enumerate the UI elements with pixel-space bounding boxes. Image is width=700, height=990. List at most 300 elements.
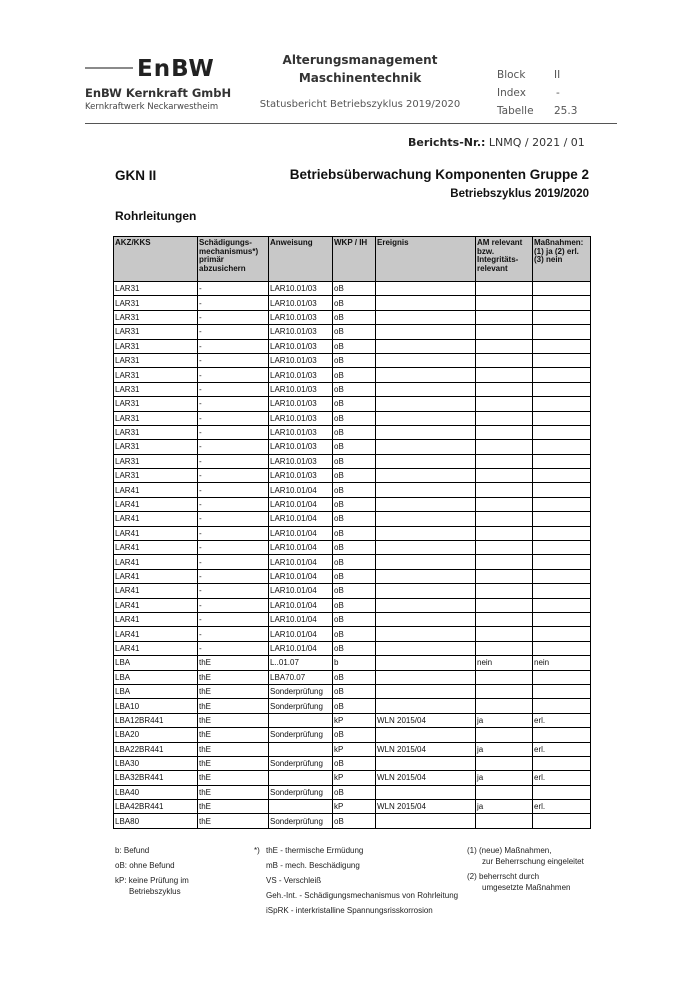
col-header-am-relevant: AM relevant bzw. Integritäts-relevant	[476, 237, 533, 282]
cell-ereignis	[376, 598, 476, 612]
col-header-ereignis: Ereignis	[376, 237, 476, 282]
cell-massnahmen	[533, 411, 591, 425]
cell-mechanism: -	[198, 382, 269, 396]
cell-mechanism: -	[198, 497, 269, 511]
cell-ereignis: WLN 2015/04	[376, 713, 476, 727]
cell-mechanism: -	[198, 440, 269, 454]
cell-am-relevant: nein	[476, 656, 533, 670]
legend-mechanisms	[266, 845, 458, 916]
cell-wkp: oB	[333, 497, 376, 511]
legend-m1: (1) (neue) Maßnahmen,	[467, 846, 552, 855]
component-table	[113, 236, 591, 829]
col-header-anweisung: Anweisung	[269, 237, 333, 282]
table-row	[114, 353, 591, 367]
table-row	[114, 411, 591, 425]
cell-wkp: kP	[333, 800, 376, 814]
legend-measures	[467, 845, 584, 893]
header-rule	[85, 123, 617, 124]
cell-akz: LAR41	[114, 497, 198, 511]
table-row	[114, 627, 591, 641]
cell-massnahmen	[533, 382, 591, 396]
cell-akz: LAR41	[114, 641, 198, 655]
cell-am-relevant: ja	[476, 771, 533, 785]
cell-massnahmen	[533, 512, 591, 526]
cell-am-relevant	[476, 353, 533, 367]
cell-akz: LAR31	[114, 353, 198, 367]
cell-anweisung: Sonderprüfung	[269, 785, 333, 799]
cell-ereignis	[376, 425, 476, 439]
cell-akz: LAR41	[114, 569, 198, 583]
cell-am-relevant: ja	[476, 713, 533, 727]
cell-anweisung: LAR10.01/04	[269, 569, 333, 583]
cell-mechanism: -	[198, 612, 269, 626]
cell-anweisung: LBA70.07	[269, 670, 333, 684]
cell-akz: LAR31	[114, 382, 198, 396]
cell-anweisung: LAR10.01/03	[269, 368, 333, 382]
col-header-wkp: WKP / IH	[333, 237, 376, 282]
cell-akz: LAR31	[114, 454, 198, 468]
cell-mechanism: -	[198, 584, 269, 598]
legend-b: b: Befund	[115, 846, 150, 855]
cell-anweisung: LAR10.01/04	[269, 598, 333, 612]
cell-am-relevant	[476, 382, 533, 396]
cell-anweisung: L..01.07	[269, 656, 333, 670]
cell-anweisung: LAR10.01/03	[269, 282, 333, 296]
cell-massnahmen	[533, 353, 591, 367]
table-row	[114, 454, 591, 468]
cell-akz: LBA	[114, 656, 198, 670]
cell-massnahmen	[533, 699, 591, 713]
cell-akz: LBA10	[114, 699, 198, 713]
cell-ereignis	[376, 569, 476, 583]
cell-wkp: oB	[333, 411, 376, 425]
cell-wkp: oB	[333, 684, 376, 698]
cell-anweisung: LAR10.01/03	[269, 397, 333, 411]
cell-ereignis	[376, 699, 476, 713]
cell-am-relevant	[476, 368, 533, 382]
cell-akz: LBA42BR441	[114, 800, 198, 814]
legend-geh: Geh.-Int. - Schädigungsmechanismus von Rohrleitung	[266, 891, 459, 900]
cell-wkp: oB	[333, 670, 376, 684]
report-number-label: Berichts-Nr.:	[408, 136, 486, 149]
cell-ereignis	[376, 296, 476, 310]
cell-mechanism: -	[198, 512, 269, 526]
table-row	[114, 598, 591, 612]
cell-am-relevant	[476, 397, 533, 411]
cell-mechanism: -	[198, 325, 269, 339]
cell-massnahmen	[533, 440, 591, 454]
table-row	[114, 382, 591, 396]
cell-wkp: oB	[333, 339, 376, 353]
cell-wkp: oB	[333, 785, 376, 799]
tabelle-label: Tabelle	[497, 105, 534, 117]
cell-ereignis	[376, 282, 476, 296]
cell-massnahmen: nein	[533, 656, 591, 670]
cell-am-relevant	[476, 325, 533, 339]
cell-wkp: oB	[333, 382, 376, 396]
col-header-mechanism: Schädigungs-mechanismus*) primär abzusichern	[198, 237, 269, 282]
table-row	[114, 656, 591, 670]
table-row	[114, 497, 591, 511]
cell-akz: LAR41	[114, 483, 198, 497]
cell-wkp: oB	[333, 756, 376, 770]
cell-massnahmen	[533, 454, 591, 468]
cell-wkp: oB	[333, 483, 376, 497]
cell-massnahmen	[533, 483, 591, 497]
cell-anweisung: LAR10.01/04	[269, 497, 333, 511]
cell-anweisung: LAR10.01/03	[269, 440, 333, 454]
cell-anweisung: Sonderprüfung	[269, 699, 333, 713]
cell-akz: LAR31	[114, 339, 198, 353]
cell-massnahmen	[533, 368, 591, 382]
cell-ereignis	[376, 310, 476, 324]
cell-mechanism: -	[198, 425, 269, 439]
cell-mechanism: thE	[198, 814, 269, 828]
cell-massnahmen	[533, 814, 591, 828]
col-header-massnahmen: Maßnahmen: (1) ja (2) erl. (3) nein	[533, 237, 591, 282]
table-row	[114, 440, 591, 454]
cell-am-relevant	[476, 483, 533, 497]
cell-akz: LAR41	[114, 526, 198, 540]
cell-massnahmen	[533, 282, 591, 296]
cell-ereignis	[376, 526, 476, 540]
table-body	[114, 282, 591, 829]
cell-akz: LAR31	[114, 425, 198, 439]
cell-wkp: kP	[333, 771, 376, 785]
cell-wkp: oB	[333, 296, 376, 310]
cell-anweisung	[269, 771, 333, 785]
legend-status	[115, 845, 189, 897]
cell-am-relevant	[476, 612, 533, 626]
cell-mechanism: -	[198, 555, 269, 569]
cell-ereignis	[376, 555, 476, 569]
cell-ereignis	[376, 397, 476, 411]
cell-massnahmen: erl.	[533, 742, 591, 756]
cell-anweisung: LAR10.01/04	[269, 526, 333, 540]
cell-am-relevant	[476, 282, 533, 296]
cell-anweisung: LAR10.01/04	[269, 584, 333, 598]
cell-wkp: oB	[333, 541, 376, 555]
cell-anweisung: LAR10.01/04	[269, 555, 333, 569]
cell-anweisung: LAR10.01/03	[269, 310, 333, 324]
cell-ereignis	[376, 454, 476, 468]
table-row	[114, 641, 591, 655]
cell-anweisung: LAR10.01/03	[269, 353, 333, 367]
cell-ereignis	[376, 584, 476, 598]
legend-m2: (2) beherrscht durch	[467, 872, 540, 881]
cell-wkp: oB	[333, 368, 376, 382]
plant-unit: GKN II	[115, 168, 157, 183]
cell-am-relevant	[476, 641, 533, 655]
cell-ereignis	[376, 497, 476, 511]
cell-wkp: b	[333, 656, 376, 670]
cell-mechanism: -	[198, 483, 269, 497]
cell-wkp: oB	[333, 699, 376, 713]
cell-massnahmen	[533, 339, 591, 353]
table-row	[114, 526, 591, 540]
cell-akz: LBA30	[114, 756, 198, 770]
cell-wkp: oB	[333, 469, 376, 483]
cell-am-relevant	[476, 296, 533, 310]
cell-wkp: oB	[333, 641, 376, 655]
doc-subtitle: Betriebszyklus 2019/2020	[450, 188, 589, 200]
cell-ereignis	[376, 411, 476, 425]
cell-anweisung: LAR10.01/03	[269, 454, 333, 468]
cell-massnahmen	[533, 555, 591, 569]
table-row	[114, 785, 591, 799]
table-row	[114, 425, 591, 439]
table-row	[114, 310, 591, 324]
cell-mechanism: thE	[198, 670, 269, 684]
cell-anweisung: LAR10.01/03	[269, 382, 333, 396]
cell-massnahmen	[533, 612, 591, 626]
block-label: Block	[497, 69, 526, 81]
cell-akz: LAR31	[114, 325, 198, 339]
legend-kp: kP: keine Prüfung im	[115, 876, 189, 885]
index-value: -	[556, 87, 560, 99]
cell-mechanism: thE	[198, 785, 269, 799]
tabelle-value: 25.3	[554, 105, 578, 117]
cell-akz: LAR41	[114, 512, 198, 526]
cell-wkp: oB	[333, 353, 376, 367]
cell-ereignis	[376, 368, 476, 382]
doc-title: Betriebsüberwachung Komponenten Gruppe 2	[289, 167, 589, 182]
table-row	[114, 684, 591, 698]
legend-vs: VS - Verschleiß	[266, 876, 322, 885]
cell-am-relevant	[476, 728, 533, 742]
table-row	[114, 771, 591, 785]
cell-massnahmen	[533, 785, 591, 799]
cell-mechanism: -	[198, 339, 269, 353]
cell-ereignis	[376, 353, 476, 367]
cell-wkp: oB	[333, 310, 376, 324]
cell-wkp: oB	[333, 425, 376, 439]
table-row	[114, 541, 591, 555]
legend-isprk: iSpRK - interkristalline Spannungsrisskorrosion	[266, 906, 433, 915]
table-row	[114, 397, 591, 411]
cell-am-relevant	[476, 814, 533, 828]
cell-am-relevant	[476, 469, 533, 483]
cell-ereignis	[376, 756, 476, 770]
cell-ereignis: WLN 2015/04	[376, 800, 476, 814]
cell-anweisung: LAR10.01/04	[269, 627, 333, 641]
legend-the: thE - thermische Ermüdung	[266, 846, 364, 855]
cell-anweisung: Sonderprüfung	[269, 756, 333, 770]
cell-mechanism: -	[198, 411, 269, 425]
cell-ereignis	[376, 656, 476, 670]
cell-mechanism: -	[198, 353, 269, 367]
cell-mechanism: -	[198, 397, 269, 411]
cell-ereignis	[376, 483, 476, 497]
cell-massnahmen	[533, 469, 591, 483]
cell-ereignis	[376, 785, 476, 799]
cell-am-relevant: ja	[476, 742, 533, 756]
cell-massnahmen	[533, 325, 591, 339]
cell-anweisung: LAR10.01/04	[269, 612, 333, 626]
cell-ereignis	[376, 382, 476, 396]
header-title-line1: Alterungsmanagement	[282, 53, 438, 67]
cell-am-relevant	[476, 569, 533, 583]
cell-mechanism: -	[198, 282, 269, 296]
cell-massnahmen	[533, 541, 591, 555]
cell-anweisung: Sonderprüfung	[269, 684, 333, 698]
cell-akz: LAR41	[114, 541, 198, 555]
cell-anweisung: LAR10.01/04	[269, 483, 333, 497]
cell-akz: LBA	[114, 684, 198, 698]
cell-mechanism: -	[198, 454, 269, 468]
cell-akz: LAR31	[114, 411, 198, 425]
logo-line	[85, 67, 133, 69]
cell-mechanism: -	[198, 541, 269, 555]
cell-mechanism: thE	[198, 684, 269, 698]
cell-massnahmen	[533, 397, 591, 411]
cell-massnahmen	[533, 670, 591, 684]
cell-akz: LAR31	[114, 368, 198, 382]
cell-ereignis	[376, 814, 476, 828]
cell-am-relevant	[476, 512, 533, 526]
cell-am-relevant	[476, 598, 533, 612]
section-title: Rohrleitungen	[115, 209, 197, 223]
cell-ereignis	[376, 325, 476, 339]
table-row	[114, 339, 591, 353]
cell-anweisung: LAR10.01/03	[269, 296, 333, 310]
cell-akz: LAR31	[114, 296, 198, 310]
header-status: Statusbericht Betriebszyklus 2019/2020	[259, 99, 461, 110]
cell-akz: LAR41	[114, 598, 198, 612]
cell-mechanism: -	[198, 469, 269, 483]
cell-wkp: kP	[333, 742, 376, 756]
cell-akz: LAR41	[114, 612, 198, 626]
cell-mechanism: thE	[198, 699, 269, 713]
cell-ereignis	[376, 612, 476, 626]
table-row	[114, 612, 591, 626]
cell-anweisung: LAR10.01/04	[269, 641, 333, 655]
cell-ereignis	[376, 339, 476, 353]
cell-ereignis	[376, 728, 476, 742]
cell-anweisung: LAR10.01/04	[269, 541, 333, 555]
cell-am-relevant	[476, 440, 533, 454]
block-value: II	[554, 69, 561, 81]
cell-anweisung: Sonderprüfung	[269, 728, 333, 742]
cell-mechanism: thE	[198, 728, 269, 742]
cell-ereignis	[376, 512, 476, 526]
table-row	[114, 555, 591, 569]
cell-am-relevant	[476, 627, 533, 641]
cell-mechanism: -	[198, 598, 269, 612]
cell-massnahmen	[533, 684, 591, 698]
table-row	[114, 728, 591, 742]
cell-mechanism: thE	[198, 756, 269, 770]
cell-am-relevant	[476, 670, 533, 684]
cell-ereignis: WLN 2015/04	[376, 771, 476, 785]
cell-massnahmen	[533, 598, 591, 612]
cell-wkp: oB	[333, 512, 376, 526]
cell-massnahmen	[533, 728, 591, 742]
cell-mechanism: thE	[198, 656, 269, 670]
cell-massnahmen	[533, 641, 591, 655]
cell-am-relevant	[476, 310, 533, 324]
cell-am-relevant	[476, 541, 533, 555]
cell-massnahmen	[533, 425, 591, 439]
table-row	[114, 814, 591, 828]
company-name: EnBW Kernkraft GmbH	[85, 86, 232, 100]
cell-am-relevant	[476, 339, 533, 353]
cell-akz: LAR41	[114, 584, 198, 598]
cell-akz: LAR41	[114, 555, 198, 569]
table-row	[114, 699, 591, 713]
table-row	[114, 469, 591, 483]
table-row	[114, 584, 591, 598]
cell-massnahmen	[533, 497, 591, 511]
cell-anweisung: Sonderprüfung	[269, 814, 333, 828]
cell-wkp: oB	[333, 282, 376, 296]
cell-mechanism: -	[198, 310, 269, 324]
cell-am-relevant	[476, 526, 533, 540]
table-row	[114, 325, 591, 339]
cell-akz: LAR31	[114, 397, 198, 411]
cell-akz: LBA20	[114, 728, 198, 742]
cell-mechanism: thE	[198, 713, 269, 727]
legend-star: *)	[254, 846, 260, 855]
cell-am-relevant	[476, 411, 533, 425]
cell-am-relevant	[476, 684, 533, 698]
cell-ereignis	[376, 670, 476, 684]
table-row	[114, 483, 591, 497]
cell-am-relevant: ja	[476, 800, 533, 814]
cell-massnahmen	[533, 310, 591, 324]
cell-anweisung: LAR10.01/03	[269, 425, 333, 439]
cell-ereignis	[376, 627, 476, 641]
cell-wkp: oB	[333, 526, 376, 540]
cell-akz: LBA40	[114, 785, 198, 799]
cell-massnahmen: erl.	[533, 771, 591, 785]
cell-wkp: kP	[333, 713, 376, 727]
legend-m2-cont: umgesetzte Maßnahmen	[482, 883, 571, 892]
cell-massnahmen: erl.	[533, 800, 591, 814]
cell-mechanism: -	[198, 526, 269, 540]
cell-wkp: oB	[333, 325, 376, 339]
cell-wkp: oB	[333, 584, 376, 598]
cell-massnahmen	[533, 627, 591, 641]
enbw-logo: EnBW	[137, 56, 215, 82]
cell-wkp: oB	[333, 612, 376, 626]
cell-am-relevant	[476, 555, 533, 569]
cell-anweisung	[269, 742, 333, 756]
cell-massnahmen	[533, 584, 591, 598]
cell-mechanism: thE	[198, 742, 269, 756]
cell-wkp: oB	[333, 440, 376, 454]
cell-ereignis: WLN 2015/04	[376, 742, 476, 756]
table-row	[114, 756, 591, 770]
cell-akz: LAR41	[114, 627, 198, 641]
cell-akz: LBA	[114, 670, 198, 684]
index-label: Index	[497, 87, 526, 99]
cell-wkp: oB	[333, 569, 376, 583]
cell-am-relevant	[476, 497, 533, 511]
cell-massnahmen	[533, 756, 591, 770]
cell-massnahmen: erl.	[533, 713, 591, 727]
cell-akz: LBA22BR441	[114, 742, 198, 756]
cell-mechanism: -	[198, 569, 269, 583]
cell-am-relevant	[476, 425, 533, 439]
cell-massnahmen	[533, 296, 591, 310]
cell-am-relevant	[476, 584, 533, 598]
cell-wkp: oB	[333, 555, 376, 569]
cell-akz: LAR31	[114, 310, 198, 324]
header-title-line2: Maschinentechnik	[298, 71, 422, 85]
cell-ereignis	[376, 469, 476, 483]
legend-m1-cont: zur Beherrschung eingeleitet	[482, 857, 584, 866]
